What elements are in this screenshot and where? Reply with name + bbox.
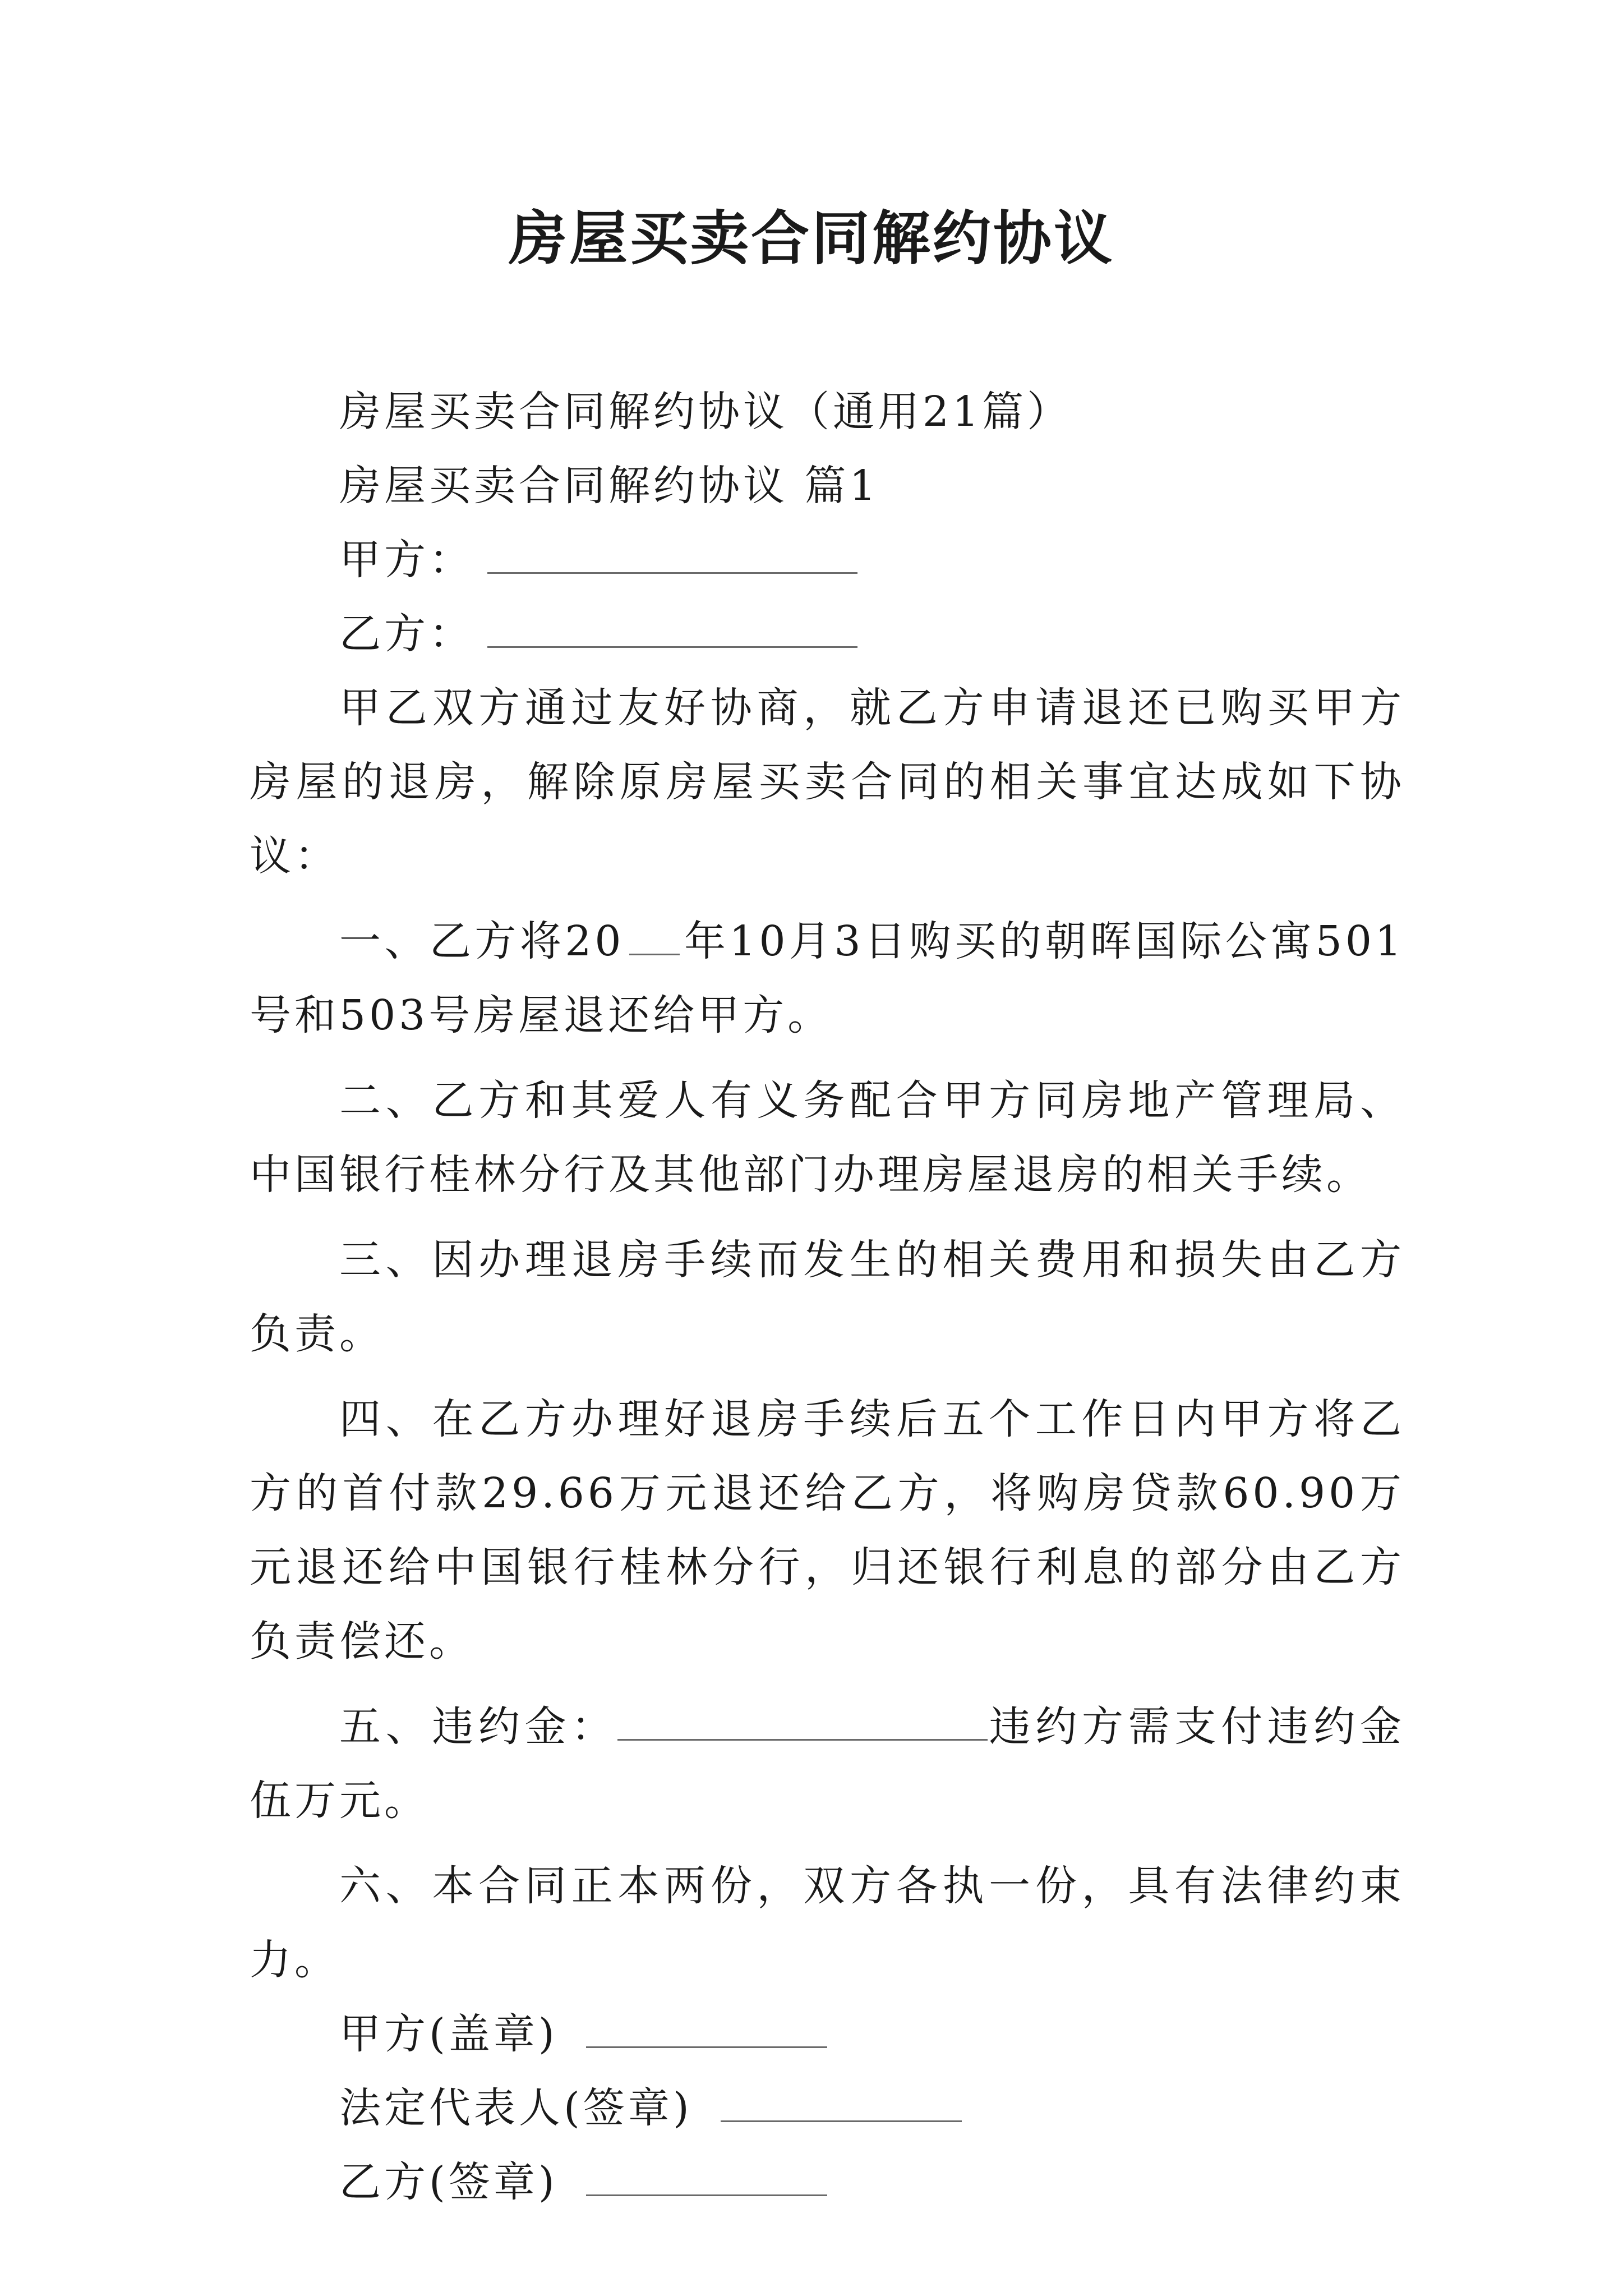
clause-3: 三、因办理退房手续而发生的相关费用和损失由乙方负责。: [250, 1236, 1405, 1358]
party-b-label: 乙方：: [339, 610, 474, 658]
sign-party-b-line: [250, 2145, 1405, 2219]
clause-1-suffix: 年10月3日购买的朝晖国际公寓501号和503号房屋退还给甲方。: [250, 917, 1405, 1039]
party-b-line: [250, 597, 1405, 671]
intro-paragraph: 甲乙双方通过友好协商，就乙方申请退还已购买甲方房屋的退房，解除原房屋买卖合同的相关事宜达成如下协议：: [250, 684, 1405, 880]
document-title: 房屋买卖合同解约协议: [508, 204, 1114, 273]
penalty-blank: [617, 1695, 988, 1741]
sign-party-a-label: 甲方(盖章): [339, 2010, 558, 2058]
clause-2: 二、乙方和其爱人有义务配合甲方同房地产管理局、中国银行桂林分行及其他部门办理房屋退房的相关手续。: [250, 1076, 1405, 1199]
sign-legal-rep-label: 法定代表人(签章): [339, 2084, 693, 2132]
clause-6: 六、本合同正本两份，双方各执一份，具有法律约束力。: [250, 1862, 1405, 1984]
document-body: [250, 375, 1405, 2219]
clause-5-prefix: 五、违约金：: [339, 1703, 617, 1751]
sign-legal-rep-line: [250, 2071, 1405, 2145]
clause-4: 四、在乙方办理好退房手续后五个工作日内甲方将乙方的首付款29.66万元退还给乙方，将购房贷款60.90万元退还给中国银行桂林分行，归还银行利息的部分由乙方负责偿还。: [250, 1395, 1405, 1665]
sign-legal-rep-blank: [721, 2077, 962, 2122]
party-b-blank: [487, 602, 857, 648]
party-a-label: 甲方：: [339, 536, 474, 584]
section-heading: 房屋买卖合同解约协议 篇1: [339, 462, 879, 510]
sign-party-a-blank: [586, 2003, 827, 2048]
clause-5-suffix: 违约方需支付违约金伍万元。: [250, 1703, 1405, 1825]
document-subtitle: 房屋买卖合同解约协议（通用21篇）: [339, 388, 1072, 436]
sign-party-b-label: 乙方(签章): [339, 2158, 558, 2206]
sign-party-b-blank: [586, 2151, 827, 2196]
clause-5: [250, 1690, 1405, 1838]
year-blank: [629, 914, 680, 955]
party-a-blank: [487, 528, 857, 574]
sign-party-a-line: [250, 1997, 1405, 2071]
clause-1-prefix: 一、乙方将20: [339, 917, 625, 965]
clause-1: [250, 904, 1405, 1052]
party-a-line: [250, 523, 1405, 597]
